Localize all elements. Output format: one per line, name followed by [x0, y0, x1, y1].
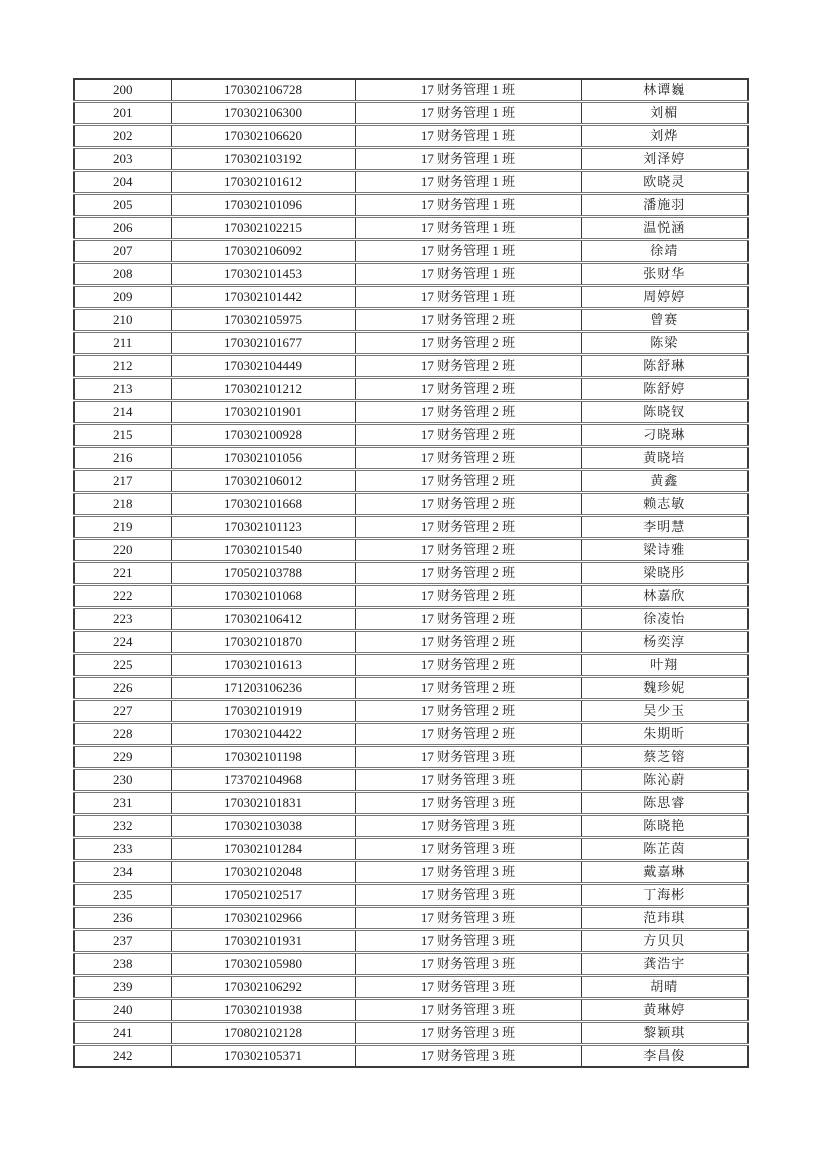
- student-name-cell: 潘施羽: [581, 194, 748, 217]
- table-row: [74, 148, 748, 171]
- table-row: [74, 930, 748, 953]
- student-name-cell: 黄晓培: [581, 447, 748, 470]
- row-number-cell: 204: [74, 171, 171, 194]
- student-id-cell: 170302104422: [171, 723, 355, 746]
- student-id-cell: 170302106300: [171, 102, 355, 125]
- student-name-cell: 陈舒琳: [581, 355, 748, 378]
- row-number-cell: 216: [74, 447, 171, 470]
- class-name-cell: 17 财务管理 3 班: [355, 976, 581, 999]
- table-row: [74, 1022, 748, 1045]
- table-row: [74, 102, 748, 125]
- student-id-cell: 170302102048: [171, 861, 355, 884]
- class-name-cell: 17 财务管理 2 班: [355, 700, 581, 723]
- row-number-cell: 209: [74, 286, 171, 309]
- student-name-cell: 刁晓琳: [581, 424, 748, 447]
- class-name-cell: 17 财务管理 2 班: [355, 424, 581, 447]
- row-number-cell: 205: [74, 194, 171, 217]
- student-name-cell: 黄琳婷: [581, 999, 748, 1022]
- class-name-cell: 17 财务管理 2 班: [355, 677, 581, 700]
- class-name-cell: 17 财务管理 1 班: [355, 102, 581, 125]
- class-name-cell: 17 财务管理 3 班: [355, 861, 581, 884]
- student-id-cell: 170802102128: [171, 1022, 355, 1045]
- class-name-cell: 17 财务管理 3 班: [355, 1045, 581, 1068]
- table-row: [74, 378, 748, 401]
- class-name-cell: 17 财务管理 3 班: [355, 815, 581, 838]
- student-name-cell: 吴少玉: [581, 700, 748, 723]
- student-id-cell: 170302101677: [171, 332, 355, 355]
- row-number-cell: 214: [74, 401, 171, 424]
- row-number-cell: 213: [74, 378, 171, 401]
- student-name-cell: 朱期昕: [581, 723, 748, 746]
- student-id-cell: 170302103038: [171, 815, 355, 838]
- table-row: [74, 654, 748, 677]
- student-name-cell: 陈芷茵: [581, 838, 748, 861]
- table-row: [74, 424, 748, 447]
- row-number-cell: 230: [74, 769, 171, 792]
- student-id-cell: 170302101198: [171, 746, 355, 769]
- row-number-cell: 222: [74, 585, 171, 608]
- row-number-cell: 239: [74, 976, 171, 999]
- class-name-cell: 17 财务管理 1 班: [355, 125, 581, 148]
- table-row: [74, 723, 748, 746]
- student-name-cell: 龚浩宇: [581, 953, 748, 976]
- class-name-cell: 17 财务管理 3 班: [355, 907, 581, 930]
- student-id-cell: 170302103192: [171, 148, 355, 171]
- student-id-cell: 170302101613: [171, 654, 355, 677]
- table-row: [74, 79, 748, 102]
- row-number-cell: 235: [74, 884, 171, 907]
- student-name-cell: 李明慧: [581, 516, 748, 539]
- student-name-cell: 胡晴: [581, 976, 748, 999]
- class-name-cell: 17 财务管理 3 班: [355, 930, 581, 953]
- student-id-cell: 170302102966: [171, 907, 355, 930]
- row-number-cell: 220: [74, 539, 171, 562]
- student-id-cell: 170502103788: [171, 562, 355, 585]
- class-name-cell: 17 财务管理 2 班: [355, 470, 581, 493]
- class-name-cell: 17 财务管理 2 班: [355, 562, 581, 585]
- row-number-cell: 236: [74, 907, 171, 930]
- row-number-cell: 207: [74, 240, 171, 263]
- row-number-cell: 232: [74, 815, 171, 838]
- row-number-cell: 226: [74, 677, 171, 700]
- row-number-cell: 224: [74, 631, 171, 654]
- student-id-cell: 170302101453: [171, 263, 355, 286]
- student-id-cell: 170302100928: [171, 424, 355, 447]
- student-name-cell: 刘泽婷: [581, 148, 748, 171]
- class-name-cell: 17 财务管理 2 班: [355, 493, 581, 516]
- row-number-cell: 221: [74, 562, 171, 585]
- class-name-cell: 17 财务管理 2 班: [355, 608, 581, 631]
- student-name-cell: 赖志敏: [581, 493, 748, 516]
- class-name-cell: 17 财务管理 2 班: [355, 585, 581, 608]
- student-id-cell: 170302106092: [171, 240, 355, 263]
- class-name-cell: 17 财务管理 2 班: [355, 355, 581, 378]
- class-name-cell: 17 财务管理 2 班: [355, 539, 581, 562]
- table-row: [74, 769, 748, 792]
- student-name-cell: 李昌俊: [581, 1045, 748, 1068]
- row-number-cell: 219: [74, 516, 171, 539]
- student-id-cell: 170302105371: [171, 1045, 355, 1068]
- student-name-cell: 温悦涵: [581, 217, 748, 240]
- table-row: [74, 815, 748, 838]
- student-name-cell: 魏珍妮: [581, 677, 748, 700]
- class-name-cell: 17 财务管理 1 班: [355, 263, 581, 286]
- table-row: [74, 838, 748, 861]
- row-number-cell: 227: [74, 700, 171, 723]
- student-name-cell: 陈梁: [581, 332, 748, 355]
- student-name-cell: 蔡芝镕: [581, 746, 748, 769]
- student-name-cell: 刘楣: [581, 102, 748, 125]
- table-row: [74, 585, 748, 608]
- student-id-cell: 173702104968: [171, 769, 355, 792]
- student-name-cell: 林嘉欣: [581, 585, 748, 608]
- class-name-cell: 17 财务管理 1 班: [355, 217, 581, 240]
- table-row: [74, 746, 748, 769]
- row-number-cell: 211: [74, 332, 171, 355]
- row-number-cell: 200: [74, 79, 171, 102]
- row-number-cell: 212: [74, 355, 171, 378]
- student-id-cell: 170302101831: [171, 792, 355, 815]
- table-row: [74, 286, 748, 309]
- student-id-cell: 170302106620: [171, 125, 355, 148]
- student-name-cell: 杨奕淳: [581, 631, 748, 654]
- table-row: [74, 309, 748, 332]
- student-name-cell: 周婷婷: [581, 286, 748, 309]
- table-row: [74, 355, 748, 378]
- class-name-cell: 17 财务管理 2 班: [355, 723, 581, 746]
- class-name-cell: 17 财务管理 1 班: [355, 79, 581, 102]
- class-name-cell: 17 财务管理 1 班: [355, 240, 581, 263]
- student-id-cell: 170302102215: [171, 217, 355, 240]
- row-number-cell: 241: [74, 1022, 171, 1045]
- student-id-cell: 170302101931: [171, 930, 355, 953]
- row-number-cell: 206: [74, 217, 171, 240]
- student-id-cell: 170302104449: [171, 355, 355, 378]
- table-row: [74, 332, 748, 355]
- student-name-cell: 欧晓灵: [581, 171, 748, 194]
- student-roster-table: [73, 78, 749, 1068]
- student-name-cell: 黎颖琪: [581, 1022, 748, 1045]
- student-name-cell: 梁晓彤: [581, 562, 748, 585]
- class-name-cell: 17 财务管理 2 班: [355, 309, 581, 332]
- student-id-cell: 170302106012: [171, 470, 355, 493]
- table-row: [74, 194, 748, 217]
- student-id-cell: 170502102517: [171, 884, 355, 907]
- student-id-cell: 170302101919: [171, 700, 355, 723]
- class-name-cell: 17 财务管理 3 班: [355, 792, 581, 815]
- table-row: [74, 861, 748, 884]
- table-row: [74, 240, 748, 263]
- table-row: [74, 976, 748, 999]
- class-name-cell: 17 财务管理 2 班: [355, 401, 581, 424]
- student-name-cell: 戴嘉琳: [581, 861, 748, 884]
- student-id-cell: 170302101123: [171, 516, 355, 539]
- table-row: [74, 217, 748, 240]
- table-row: [74, 792, 748, 815]
- student-id-cell: 170302101212: [171, 378, 355, 401]
- student-name-cell: 方贝贝: [581, 930, 748, 953]
- class-name-cell: 17 财务管理 3 班: [355, 884, 581, 907]
- student-id-cell: 171203106236: [171, 677, 355, 700]
- row-number-cell: 208: [74, 263, 171, 286]
- table-row: [74, 677, 748, 700]
- table-row: [74, 907, 748, 930]
- class-name-cell: 17 财务管理 2 班: [355, 631, 581, 654]
- table-row: [74, 263, 748, 286]
- row-number-cell: 202: [74, 125, 171, 148]
- row-number-cell: 228: [74, 723, 171, 746]
- class-name-cell: 17 财务管理 2 班: [355, 332, 581, 355]
- student-id-cell: 170302101668: [171, 493, 355, 516]
- student-name-cell: 叶翔: [581, 654, 748, 677]
- class-name-cell: 17 财务管理 1 班: [355, 171, 581, 194]
- class-name-cell: 17 财务管理 3 班: [355, 746, 581, 769]
- class-name-cell: 17 财务管理 3 班: [355, 1022, 581, 1045]
- student-name-cell: 范玮琪: [581, 907, 748, 930]
- table-row: [74, 700, 748, 723]
- class-name-cell: 17 财务管理 3 班: [355, 953, 581, 976]
- row-number-cell: 203: [74, 148, 171, 171]
- table-row: [74, 608, 748, 631]
- row-number-cell: 240: [74, 999, 171, 1022]
- student-id-cell: 170302101901: [171, 401, 355, 424]
- table-row: [74, 884, 748, 907]
- class-name-cell: 17 财务管理 3 班: [355, 769, 581, 792]
- table-row: [74, 516, 748, 539]
- student-id-cell: 170302106728: [171, 79, 355, 102]
- table-row: [74, 562, 748, 585]
- table-row: [74, 125, 748, 148]
- class-name-cell: 17 财务管理 2 班: [355, 447, 581, 470]
- student-name-cell: 丁海彬: [581, 884, 748, 907]
- student-name-cell: 陈沁蔚: [581, 769, 748, 792]
- student-name-cell: 刘烨: [581, 125, 748, 148]
- table-row: [74, 631, 748, 654]
- student-name-cell: 徐靖: [581, 240, 748, 263]
- student-name-cell: 林谭巍: [581, 79, 748, 102]
- student-name-cell: 陈思睿: [581, 792, 748, 815]
- row-number-cell: 231: [74, 792, 171, 815]
- table-row: [74, 1045, 748, 1068]
- student-name-cell: 陈舒婷: [581, 378, 748, 401]
- student-id-cell: 170302101068: [171, 585, 355, 608]
- student-id-cell: 170302101056: [171, 447, 355, 470]
- row-number-cell: 225: [74, 654, 171, 677]
- student-id-cell: 170302101938: [171, 999, 355, 1022]
- student-id-cell: 170302106292: [171, 976, 355, 999]
- student-id-cell: 170302105975: [171, 309, 355, 332]
- table-row: [74, 539, 748, 562]
- student-id-cell: 170302101540: [171, 539, 355, 562]
- class-name-cell: 17 财务管理 2 班: [355, 654, 581, 677]
- table-row: [74, 401, 748, 424]
- row-number-cell: 210: [74, 309, 171, 332]
- table-row: [74, 447, 748, 470]
- table-row: [74, 999, 748, 1022]
- row-number-cell: 201: [74, 102, 171, 125]
- student-name-cell: 陈晓钗: [581, 401, 748, 424]
- student-table-body: [74, 79, 748, 1067]
- student-name-cell: 张财华: [581, 263, 748, 286]
- row-number-cell: 238: [74, 953, 171, 976]
- row-number-cell: 233: [74, 838, 171, 861]
- student-id-cell: 170302101870: [171, 631, 355, 654]
- student-name-cell: 黄鑫: [581, 470, 748, 493]
- table-row: [74, 470, 748, 493]
- class-name-cell: 17 财务管理 2 班: [355, 378, 581, 401]
- class-name-cell: 17 财务管理 3 班: [355, 999, 581, 1022]
- student-id-cell: 170302106412: [171, 608, 355, 631]
- table-row: [74, 493, 748, 516]
- class-name-cell: 17 财务管理 1 班: [355, 194, 581, 217]
- row-number-cell: 218: [74, 493, 171, 516]
- row-number-cell: 223: [74, 608, 171, 631]
- class-name-cell: 17 财务管理 3 班: [355, 838, 581, 861]
- class-name-cell: 17 财务管理 1 班: [355, 286, 581, 309]
- row-number-cell: 217: [74, 470, 171, 493]
- row-number-cell: 215: [74, 424, 171, 447]
- student-id-cell: 170302101442: [171, 286, 355, 309]
- row-number-cell: 242: [74, 1045, 171, 1068]
- row-number-cell: 237: [74, 930, 171, 953]
- table-row: [74, 953, 748, 976]
- student-name-cell: 徐凌怡: [581, 608, 748, 631]
- student-id-cell: 170302101096: [171, 194, 355, 217]
- student-id-cell: 170302105980: [171, 953, 355, 976]
- student-id-cell: 170302101284: [171, 838, 355, 861]
- row-number-cell: 234: [74, 861, 171, 884]
- row-number-cell: 229: [74, 746, 171, 769]
- class-name-cell: 17 财务管理 1 班: [355, 148, 581, 171]
- student-name-cell: 梁诗雅: [581, 539, 748, 562]
- student-name-cell: 陈晓艳: [581, 815, 748, 838]
- student-name-cell: 曾赛: [581, 309, 748, 332]
- student-id-cell: 170302101612: [171, 171, 355, 194]
- table-row: [74, 171, 748, 194]
- class-name-cell: 17 财务管理 2 班: [355, 516, 581, 539]
